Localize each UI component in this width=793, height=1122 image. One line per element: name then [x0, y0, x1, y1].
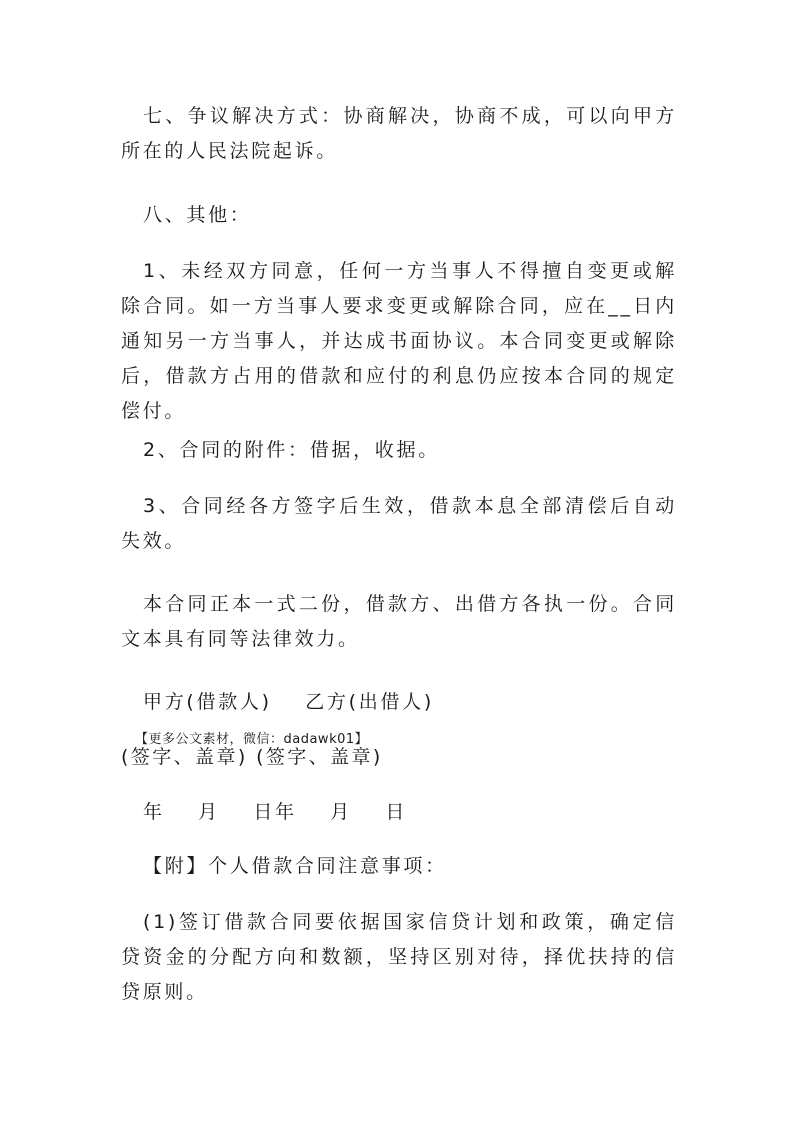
appendix-item-1: (1)签订借款合同要依据国家信贷计划和政策，确定信贷资金的分配方向和数额，坚持区别对待，择优扶持的信贷原则。 — [121, 911, 677, 1003]
clause-8-item-2: 2、合同的附件：借据，收据。 — [143, 439, 440, 461]
clause-7-dispute-resolution: 七、争议解决方式：协商解决，协商不成，可以向甲方所在的人民法院起诉。 — [121, 105, 677, 162]
appendix-title: 【附】个人借款合同注意事项： — [143, 855, 447, 877]
clause-8-item-1: 1、未经双方同意，任何一方当事人不得擅自变更或解除合同。如一方当事人要求变更或解除合同，应在__日内通知另一方当事人，并达成书面协议。本合同变更或解除后，借款方占用的借款和应付的利息仍应按本合同的规定偿付。 — [121, 260, 677, 422]
parties-labels: 甲方(借款人) 乙方(出借人) — [143, 691, 434, 713]
date-line — [121, 795, 677, 830]
copies-statement: 本合同正本一式二份，借款方、出借方各执一份。合同文本具有同等法律效力。 — [121, 593, 677, 650]
clause-8-item-3: 3、合同经各方签字后生效，借款本息全部清偿后自动失效。 — [121, 495, 677, 552]
clause-8-heading: 八、其他： — [143, 204, 252, 226]
signature-line: (签字、盖章) (签字、盖章) — [121, 746, 383, 768]
promo-note: 【更多公文素材，微信：dadawk01】 — [135, 732, 369, 747]
date-labels: 年 月 日年 月 日 — [143, 801, 408, 823]
